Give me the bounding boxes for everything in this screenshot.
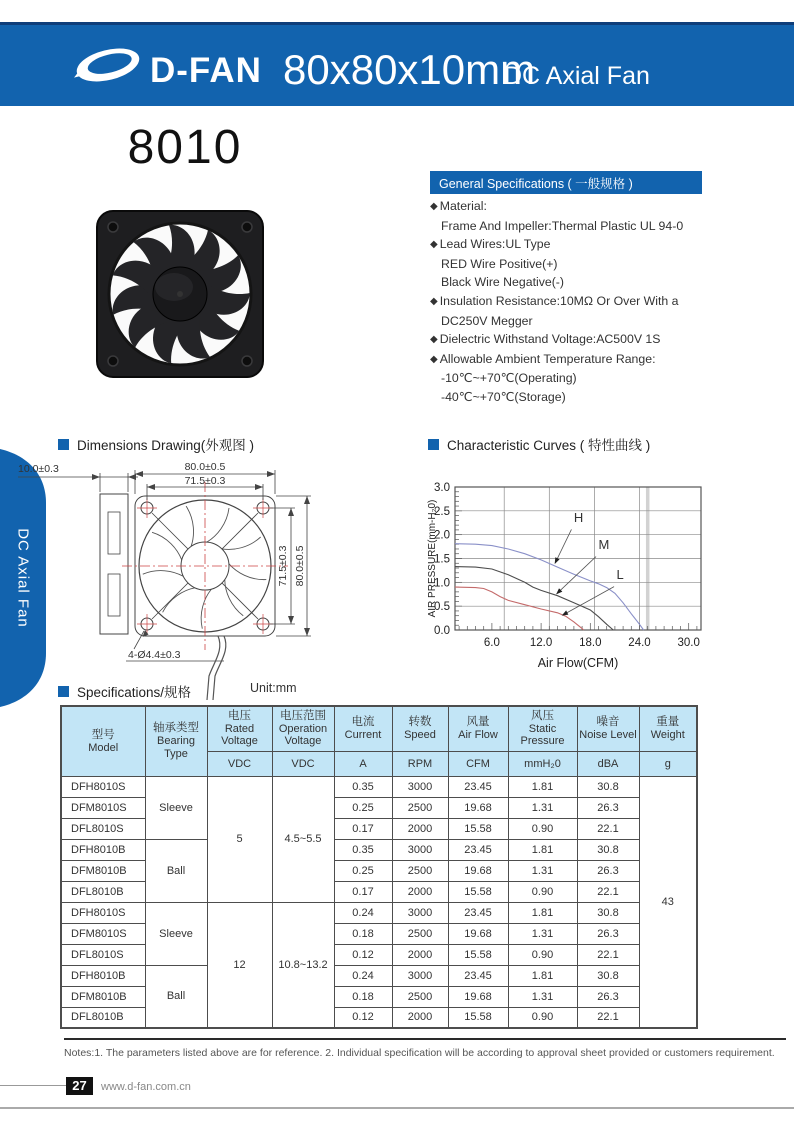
spec-item-text: Insulation Resistance:10MΩ Or Over With a [439,293,679,308]
side-tab-label: DC Axial Fan [14,528,32,628]
cell-pressure: 1.81 [508,902,577,923]
spec-table [60,705,698,1029]
x-tick-label: 24.0 [628,637,651,649]
spec-item [430,388,770,407]
x-tick-label: 18.0 [579,637,602,649]
cell-rated-voltage: 12 [207,902,272,1028]
cell-pressure: 1.31 [508,797,577,818]
col-header-noise-level: 噪音 Noise Level [577,706,639,751]
cell-airflow: 15.58 [448,818,508,839]
cell-current: 0.12 [334,944,392,965]
spec-item-text: Frame And Impeller:Thermal Plastic UL 94-0 [441,218,684,233]
x-tick-label: 6.0 [483,637,500,649]
cell-current: 0.18 [334,986,392,1007]
diamond-bullet-icon: ◆ [430,239,438,251]
cell-model: DFL8010S [61,944,145,965]
cell-bearing: Ball [145,965,207,1028]
cell-speed: 2000 [392,944,448,965]
cell-airflow: 19.68 [448,797,508,818]
spec-item-text: RED Wire Positive(+) [441,256,558,271]
section-bullet-icon [428,439,439,450]
cell-model: DFM8010S [61,797,145,818]
cell-pressure: 0.90 [508,944,577,965]
cell-speed: 3000 [392,902,448,923]
page-subtitle: DC Axial Fan [504,62,650,90]
dim-outer-height: 80.0±0.5 [294,545,306,587]
spec-item [430,197,770,217]
x-tick-label: 12.0 [529,637,553,649]
spec-item [430,235,770,255]
col-header-static-pressure: 风压 Static Pressure [508,706,577,751]
general-specs-header: General Specifications ( 一般规格 ) [430,171,702,194]
cell-airflow: 15.58 [448,881,508,902]
cell-airflow: 19.68 [448,860,508,881]
cell-noise: 30.8 [577,965,639,986]
table-row [61,902,697,923]
y-tick-label: 2.0 [434,529,450,542]
table-row [61,965,697,986]
cell-model: DFM8010B [61,986,145,1007]
col-header-rated-voltage: 电压 Rated Voltage [207,706,272,751]
cell-airflow: 23.45 [448,965,508,986]
cell-airflow: 19.68 [448,923,508,944]
cell-model: DFL8010B [61,881,145,902]
curves-section-title: Characteristic Curves ( 特性曲线 ) [428,434,650,454]
notes-rule [64,1038,786,1040]
y-tick-label: 1.5 [434,553,450,566]
diamond-bullet-icon: ◆ [430,201,438,212]
col-unit-operation-voltage: VDC [272,751,334,776]
spec-item [430,273,770,292]
cell-noise: 30.8 [577,902,639,923]
characteristic-curves-chart [425,452,785,692]
curve-label-L: L [616,566,624,582]
col-unit-noise-level: dBA [577,751,639,776]
diamond-bullet-icon: ◆ [430,353,438,365]
cell-airflow: 23.45 [448,902,508,923]
section-bullet-icon [58,686,69,697]
cell-pressure: 0.90 [508,881,577,902]
dim-thickness: 10.0±0.3 [18,463,59,475]
spec-item [430,217,770,236]
y-axis-title: AIR PRESSURE(mm-H₂0) [427,499,438,618]
cell-bearing: Sleeve [145,902,207,965]
y-tick-label: 1.0 [434,577,450,590]
cell-noise: 26.3 [577,923,639,944]
cell-noise: 22.1 [577,881,639,902]
fan-product-image [94,206,266,382]
spec-item [430,350,770,370]
x-axis-title: Air Flow(CFM) [537,656,619,670]
page-number-badge: 27 [66,1077,93,1095]
cell-current: 0.12 [334,1007,392,1028]
cell-current: 0.17 [334,818,392,839]
col-header-speed: 转数 Speed [392,706,448,751]
diamond-bullet-icon: ◆ [430,295,438,307]
cell-noise: 26.3 [577,986,639,1007]
cell-noise: 22.1 [577,944,639,965]
cell-current: 0.18 [334,923,392,944]
spec-item-text: -40℃~+70℃(Storage) [441,389,566,404]
brand-name: D-FAN [150,51,262,90]
section-bullet-icon [58,439,69,450]
curve-label-arrow [557,557,596,594]
diamond-bullet-icon: ◆ [430,334,438,346]
spec-item-text: DC250V Megger [441,313,533,328]
cell-current: 0.35 [334,776,392,797]
cell-operation-voltage: 4.5~5.5 [272,776,334,902]
y-tick-label: 0.0 [434,625,450,637]
spec-item [430,292,770,312]
table-row [61,776,697,797]
cell-weight: 43 [639,776,697,1028]
cell-rated-voltage: 5 [207,776,272,902]
cell-speed: 3000 [392,965,448,986]
table-row [61,839,697,860]
spec-item-text: Lead Wires:UL Type [439,237,551,252]
cell-pressure: 1.81 [508,839,577,860]
spec-table-wrap [60,705,698,1029]
cell-pressure: 1.31 [508,923,577,944]
curve-label-H: H [573,509,584,525]
cell-model: DFH8010S [61,776,145,797]
spec-item-text: Dielectric Withstand Voltage:AC500V 1S [439,332,661,347]
cell-speed: 2000 [392,1007,448,1028]
cell-noise: 26.3 [577,860,639,881]
page-title: 80x80x10mm [283,46,536,93]
cell-pressure: 0.90 [508,818,577,839]
cell-pressure: 1.81 [508,776,577,797]
cell-speed: 2500 [392,860,448,881]
dim-hole-pitch-width: 71.5±0.3 [184,475,226,487]
brand-logo-icon [70,40,146,88]
cell-airflow: 19.68 [448,986,508,1007]
cell-model: DFL8010B [61,1007,145,1028]
col-unit-air-flow: CFM [448,751,508,776]
cell-noise: 26.3 [577,797,639,818]
y-tick-label: 2.5 [434,505,450,518]
dimensions-drawing [10,452,390,707]
dim-unit-label: Unit:mm [250,681,297,695]
cell-model: DFL8010S [61,818,145,839]
col-unit-speed: RPM [392,751,448,776]
cell-current: 0.25 [334,860,392,881]
y-tick-label: 3.0 [434,482,450,494]
cell-model: DFM8010B [61,860,145,881]
cell-current: 0.35 [334,839,392,860]
cell-speed: 2500 [392,797,448,818]
cell-airflow: 23.45 [448,839,508,860]
col-header-model: 型号 Model [61,706,145,776]
cell-bearing: Ball [145,839,207,902]
col-unit-weight: g [639,751,697,776]
y-tick-label: 0.5 [434,601,450,614]
cell-current: 0.24 [334,965,392,986]
spec-item [430,255,770,274]
cell-model: DFH8010B [61,839,145,860]
cell-current: 0.17 [334,881,392,902]
cell-current: 0.24 [334,902,392,923]
spec-item [430,312,770,331]
spec-item-text: Allowable Ambient Temperature Range: [439,351,656,366]
curve-L [455,587,584,630]
cell-airflow: 23.45 [448,776,508,797]
cell-operation-voltage: 10.8~13.2 [272,902,334,1028]
cell-pressure: 1.31 [508,860,577,881]
dim-hole-pitch-height: 71.5±0.3 [277,545,289,587]
dim-outer-width: 80.0±0.5 [184,461,226,473]
spec-item-text: -10℃~+70℃(Operating) [441,371,577,386]
model-heading: 8010 [127,121,243,174]
cell-speed: 2500 [392,986,448,1007]
cell-bearing: Sleeve [145,776,207,839]
cell-speed: 2000 [392,881,448,902]
spec-item [430,330,770,350]
cell-speed: 2500 [392,923,448,944]
bottom-rule [0,1107,794,1109]
curve-M [455,567,613,630]
spec-item-text: Black Wire Negative(-) [441,275,564,290]
col-header-current: 电流 Current [334,706,392,751]
dim-mounting-holes: 4-Ø4.4±0.3 [128,649,181,661]
cell-noise: 30.8 [577,776,639,797]
cell-noise: 22.1 [577,818,639,839]
col-header-air-flow: 风量 Air Flow [448,706,508,751]
cell-model: DFH8010B [61,965,145,986]
curve-label-M: M [598,536,610,552]
spec-item-text: Material: [439,199,487,213]
col-unit-current: A [334,751,392,776]
page-badge-rule [0,1085,66,1086]
cell-speed: 2000 [392,818,448,839]
cell-noise: 30.8 [577,839,639,860]
dimensions-section-title: Dimensions Drawing(外观图 ) [58,434,254,454]
cell-pressure: 1.31 [508,986,577,1007]
cell-airflow: 15.58 [448,1007,508,1028]
spec-item [430,369,770,388]
cell-noise: 22.1 [577,1007,639,1028]
cell-model: DFM8010S [61,923,145,944]
x-tick-label: 30.0 [677,637,700,649]
cell-current: 0.25 [334,797,392,818]
cell-speed: 3000 [392,839,448,860]
col-header-bearing-type: 轴承类型 Bearing Type [145,706,207,776]
col-unit-rated-voltage: VDC [207,751,272,776]
cell-airflow: 15.58 [448,944,508,965]
cell-pressure: 0.90 [508,1007,577,1028]
notes-text: Notes:1. The parameters listed above are for reference. 2. Individual specification will be according to approval sheet provided or customers requirement. [64,1047,775,1059]
cell-speed: 3000 [392,776,448,797]
col-header-operation-voltage: 电压范围 Operation Voltage [272,706,334,751]
col-header-weight: 重量 Weight [639,706,697,751]
general-specs-list [430,197,770,407]
website-url: www.d-fan.com.cn [101,1081,191,1093]
spec-table-section-title: Specifications/规格 [58,681,191,701]
col-unit-static-pressure: mmH₂0 [508,751,577,776]
cell-model: DFH8010S [61,902,145,923]
cell-pressure: 1.81 [508,965,577,986]
